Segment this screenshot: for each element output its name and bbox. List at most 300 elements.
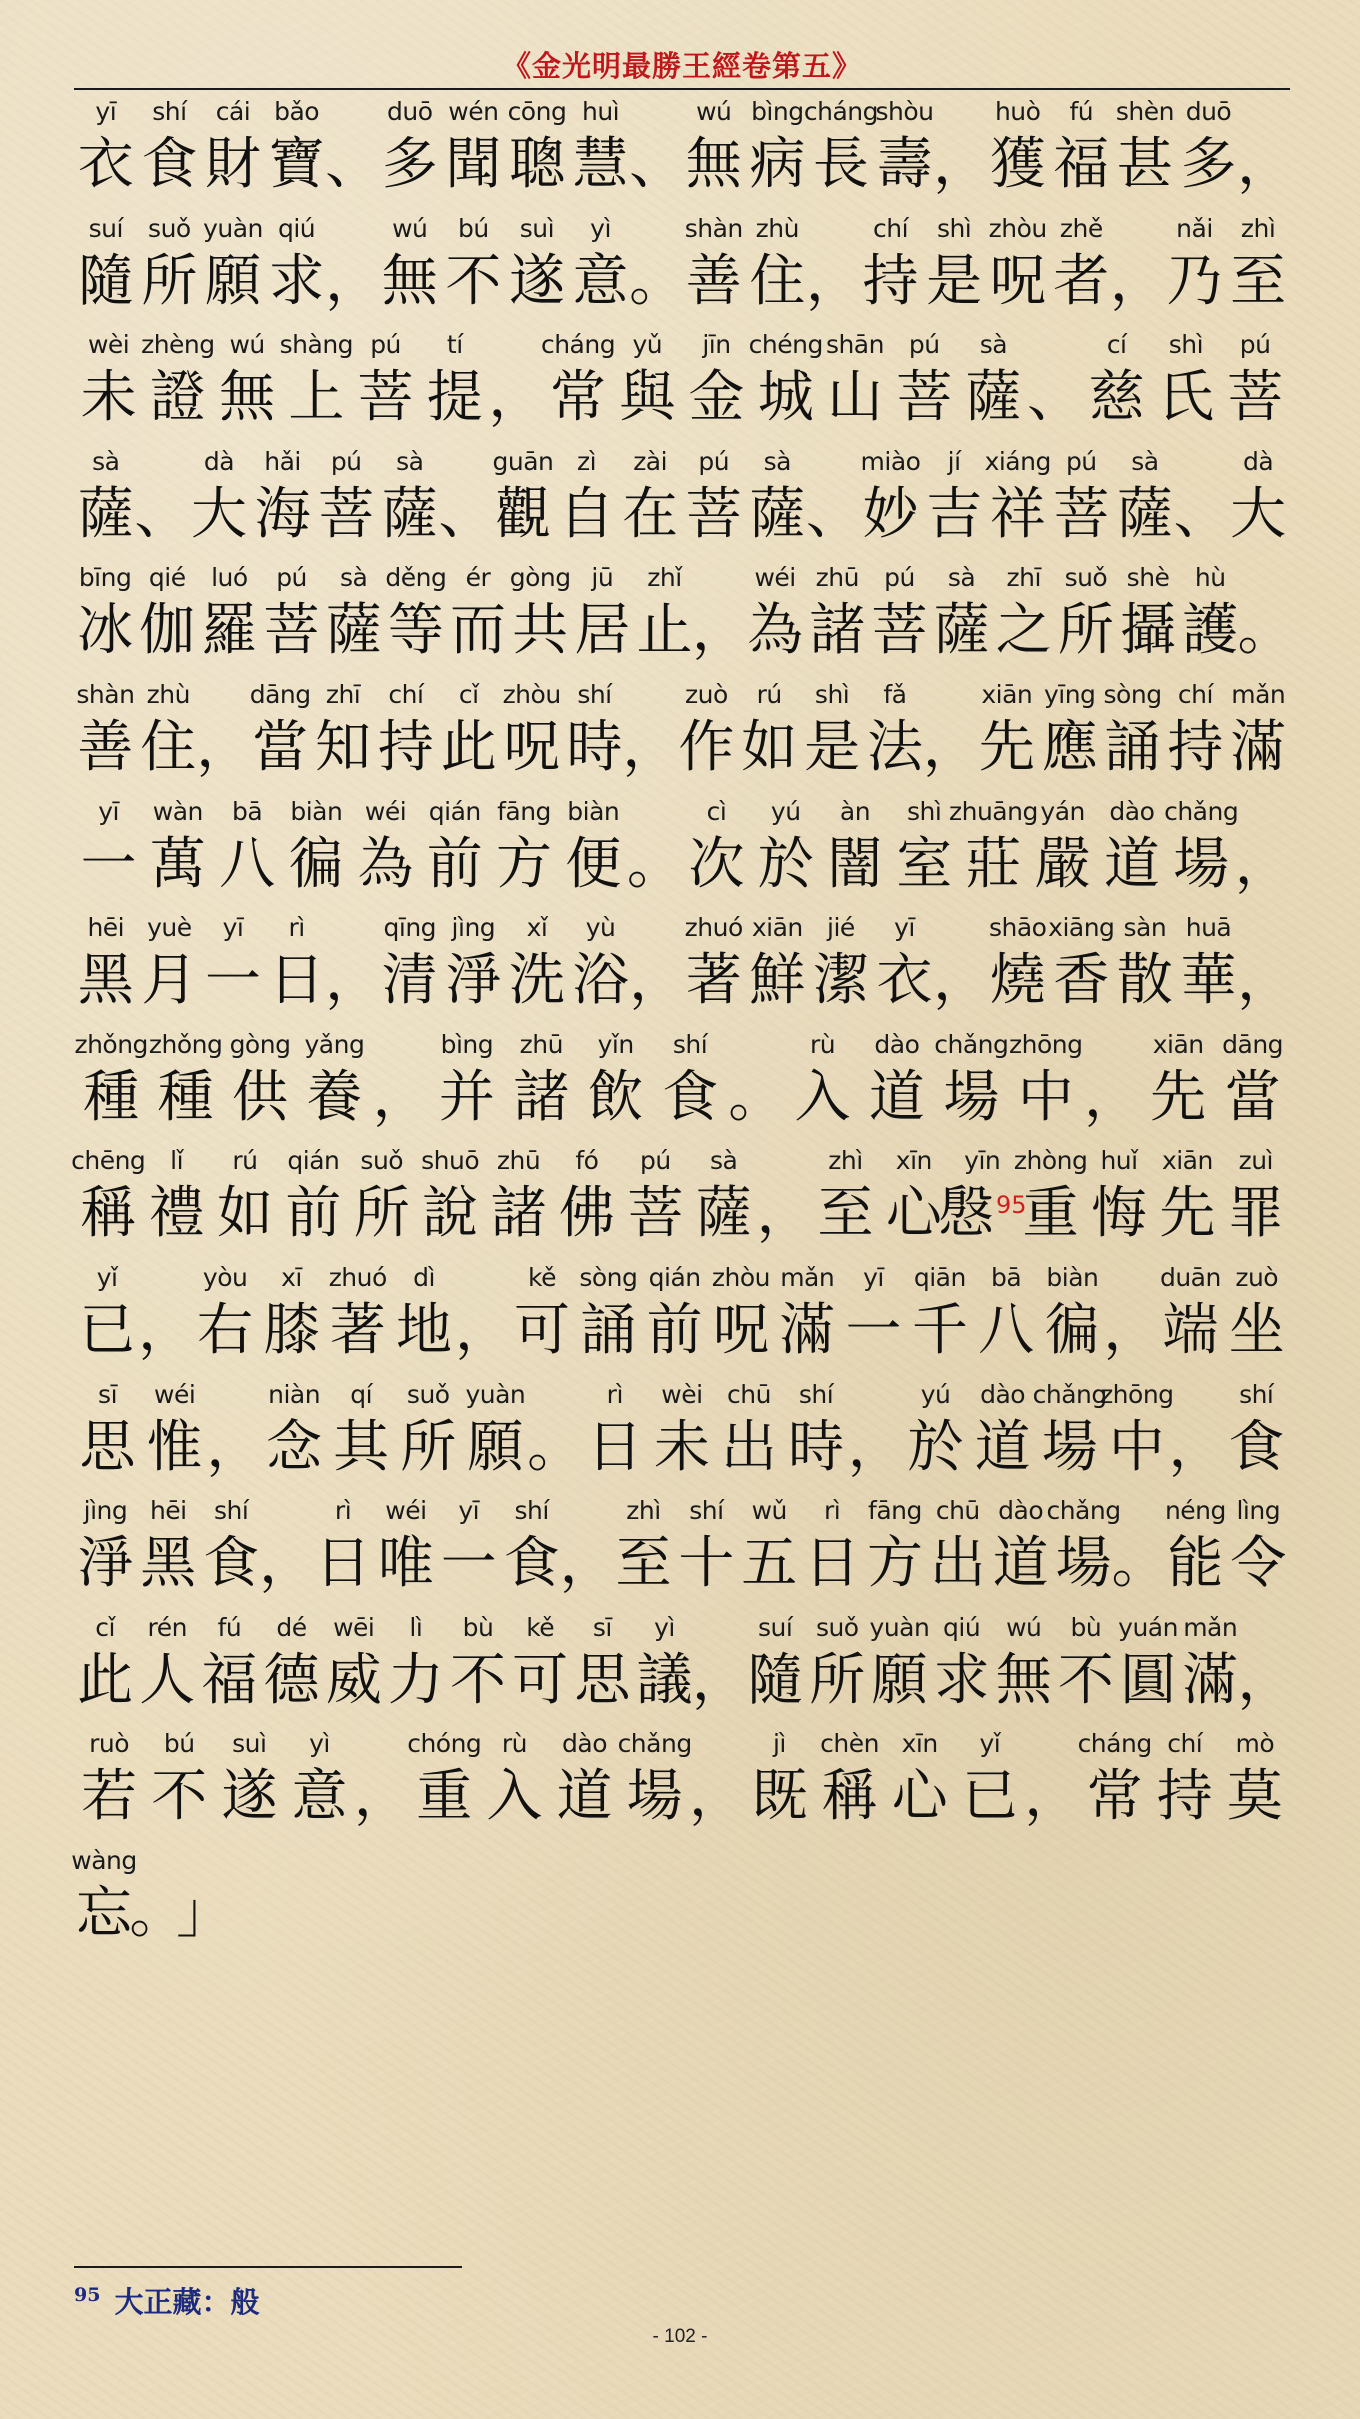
hanzi-text: 十	[678, 1531, 735, 1597]
pinyin: cōng	[507, 97, 567, 126]
hanzi-text: 持	[377, 714, 434, 780]
hanzi	[559, 482, 615, 548]
ruby-cell	[137, 1497, 200, 1597]
ruby-cell	[922, 215, 986, 315]
pinyin: shí	[672, 1029, 708, 1059]
ruby-cell	[407, 1729, 482, 1830]
pinyin: suǒ	[406, 1379, 450, 1409]
ruby-cell	[137, 681, 200, 781]
hanzi-text: 薩	[77, 481, 134, 547]
ruby-cell	[864, 681, 927, 781]
hanzi-text: 心	[885, 1181, 942, 1247]
hanzi-text: 護	[1182, 598, 1239, 664]
hanzi	[758, 365, 814, 431]
pinyin: suì	[232, 1729, 267, 1759]
ruby-cell	[758, 1147, 811, 1247]
ruby-cell	[1039, 1264, 1105, 1364]
pinyin: yán	[1040, 796, 1085, 826]
hanzi	[827, 365, 883, 431]
hanzi-text: 、	[325, 132, 382, 197]
hanzi	[627, 1764, 683, 1830]
hanzi	[636, 598, 692, 664]
pinyin: yǎng	[304, 1029, 365, 1059]
ruby-cell	[1109, 215, 1166, 315]
hanzi	[134, 482, 190, 548]
ruby-cell	[1236, 798, 1290, 898]
ruby-cell	[569, 215, 633, 315]
ruby-cell	[922, 681, 979, 781]
hanzi-text: 五	[741, 1531, 798, 1597]
hanzi	[259, 1531, 315, 1597]
pinyin: rù	[501, 1729, 527, 1759]
pinyin: xīn	[901, 1729, 938, 1759]
footnote-reference[interactable]: 95	[995, 1190, 1027, 1219]
text-line	[74, 1264, 1290, 1381]
pinyin: gòng	[229, 1029, 291, 1059]
hanzi	[203, 1531, 259, 1597]
hanzi	[358, 365, 414, 431]
pinyin: jié	[827, 913, 855, 943]
pinyin: yuàn	[869, 1612, 930, 1642]
hanzi-text: 遂	[508, 248, 565, 314]
pinyin: duō	[1185, 97, 1232, 126]
hanzi	[1053, 132, 1109, 198]
ruby-cell	[890, 331, 959, 431]
ruby-cell	[489, 798, 558, 898]
hanzi-text: 潔	[812, 948, 869, 1014]
pinyin: sòng	[579, 1262, 638, 1292]
hanzi	[354, 1764, 410, 1830]
hanzi	[509, 249, 565, 315]
hanzi	[747, 598, 803, 664]
hanzi-text: ，	[259, 1531, 316, 1597]
pinyin: jì	[772, 1729, 786, 1759]
hanzi	[325, 948, 381, 1014]
hanzi	[80, 1415, 136, 1481]
hanzi	[912, 1298, 968, 1364]
hanzi-text: ，	[1168, 1414, 1225, 1480]
hanzi	[1230, 249, 1286, 315]
hanzi-text: 菩	[1053, 481, 1110, 547]
hanzi-text: ，	[629, 948, 686, 1014]
pinyin: wú	[1006, 1612, 1042, 1642]
hanzi-text: 不	[1057, 1647, 1114, 1713]
footnote	[74, 2280, 259, 2321]
hanzi-text: 食	[141, 132, 198, 197]
pinyin: hēi	[149, 1496, 187, 1526]
hanzi	[81, 365, 137, 431]
ruby-cell	[312, 1497, 375, 1597]
pinyin: dào	[874, 1029, 920, 1059]
hanzi	[574, 598, 630, 664]
hanzi	[382, 132, 438, 198]
hanzi-text: 無	[685, 132, 742, 197]
ruby-cell	[933, 914, 990, 1014]
hanzi-text: 供	[232, 1064, 289, 1130]
hanzi	[264, 1648, 320, 1714]
hanzi	[574, 1648, 630, 1714]
hanzi	[975, 1415, 1031, 1481]
ruby-cell	[805, 448, 862, 548]
hanzi-text: 住	[140, 714, 197, 780]
hanzi	[696, 1181, 752, 1247]
hanzi-text: 場	[1055, 1531, 1112, 1597]
ruby-cell	[1097, 798, 1166, 898]
pinyin: sà	[92, 446, 120, 476]
pinyin: sà	[396, 446, 424, 476]
hanzi-text: 此	[77, 1647, 134, 1713]
hanzi	[688, 365, 744, 431]
ruby-cell	[986, 448, 1050, 548]
pinyin: zhù	[146, 679, 190, 709]
hanzi	[206, 1415, 262, 1481]
hanzi-text: 禮	[148, 1181, 205, 1247]
hanzi	[263, 1298, 319, 1364]
hanzi-text: 、	[1173, 481, 1230, 547]
pinyin: huò	[994, 97, 1041, 126]
hanzi-text: 隨	[77, 248, 134, 314]
hanzi-text: 膝	[263, 1297, 320, 1363]
pinyin: jìng	[451, 913, 496, 943]
hanzi	[232, 1065, 288, 1131]
hanzi	[926, 249, 982, 315]
hanzi	[1167, 715, 1223, 781]
ruby-cell	[1179, 564, 1241, 664]
hanzi-text: 所	[809, 1647, 866, 1713]
ruby-cell	[442, 914, 506, 1014]
hanzi	[557, 1764, 613, 1830]
hanzi-text: 如	[216, 1181, 273, 1247]
hanzi-text: 薩	[965, 365, 1022, 431]
ruby-cell	[455, 1264, 512, 1364]
ruby-cell	[801, 681, 864, 781]
ruby-cell	[969, 1381, 1036, 1481]
hanzi-text: 是	[804, 714, 861, 780]
pinyin: yǐ	[979, 1729, 1001, 1759]
pinyin: lì	[409, 1612, 423, 1642]
hanzi	[221, 1764, 277, 1830]
hanzi	[686, 249, 742, 315]
pinyin: zhuāng	[949, 796, 1038, 826]
pinyin: qián	[428, 796, 481, 826]
hanzi	[993, 1531, 1049, 1597]
hanzi	[848, 1415, 904, 1481]
ruby-cell	[420, 798, 489, 898]
hanzi	[809, 598, 865, 664]
pinyin: zhōng	[1008, 1029, 1083, 1059]
hanzi-text: ，	[1083, 1064, 1140, 1130]
pinyin: sī	[98, 1379, 118, 1409]
hanzi	[288, 832, 344, 898]
hanzi-text: ，	[933, 948, 990, 1014]
hanzi-text: 出	[720, 1414, 777, 1480]
pinyin: chí	[1177, 679, 1213, 709]
ruby-cell	[187, 448, 251, 548]
text-line	[74, 563, 1294, 681]
pinyin: sà	[710, 1146, 738, 1176]
ruby-cell	[1157, 1264, 1223, 1364]
hanzi-text: 場	[1173, 831, 1230, 897]
ruby-cell	[690, 1147, 758, 1247]
ruby-cell	[989, 1497, 1052, 1597]
pinyin: biàn	[567, 796, 620, 826]
pinyin: shí	[689, 1496, 724, 1526]
hanzi	[863, 249, 919, 315]
pinyin: shì	[936, 213, 972, 243]
hanzi-text: 重	[416, 1764, 473, 1830]
ruby-cell	[442, 98, 506, 198]
hanzi	[382, 249, 438, 315]
pinyin: bù	[462, 1612, 494, 1642]
ruby-cell	[708, 1264, 774, 1364]
ruby-cell	[612, 1497, 675, 1597]
hanzi	[863, 482, 919, 548]
pinyin: sà	[340, 563, 368, 593]
pinyin: pú	[698, 446, 730, 476]
hanzi-text: 說	[422, 1181, 479, 1247]
hanzi-text: 坐	[1228, 1297, 1285, 1363]
hanzi	[827, 832, 883, 898]
ruby-cell	[549, 1730, 619, 1830]
hanzi	[934, 1648, 990, 1714]
hanzi	[1150, 1065, 1206, 1131]
hanzi	[1225, 1065, 1281, 1131]
hanzi-text: 意	[291, 1764, 348, 1830]
pinyin: cháng	[540, 330, 616, 360]
hanzi	[149, 1181, 205, 1247]
ruby-cell	[74, 564, 136, 664]
ruby-cell	[934, 1031, 1008, 1131]
hanzi-text: 於	[907, 1414, 964, 1480]
hanzi	[439, 1065, 495, 1131]
ruby-cell	[328, 1381, 395, 1481]
hanzi	[269, 948, 325, 1014]
hanzi	[965, 365, 1021, 431]
ruby-cell	[922, 448, 986, 548]
hanzi-text: 城	[757, 365, 814, 431]
pinyin: fāng	[868, 1496, 922, 1526]
ruby-cell	[986, 215, 1050, 315]
ruby-cell	[682, 98, 746, 198]
hanzi	[580, 1298, 636, 1364]
pinyin: fǎ	[883, 679, 907, 709]
hanzi-text: 作	[678, 714, 735, 780]
hanzi-text: 所	[141, 248, 198, 314]
hanzi	[747, 1648, 803, 1714]
pinyin: shèn	[1115, 97, 1174, 126]
pinyin: dà	[1242, 446, 1274, 476]
ruby-cell	[144, 1730, 214, 1830]
hanzi	[438, 482, 494, 548]
pinyin: pú	[276, 563, 307, 593]
ruby-cell	[1153, 1147, 1221, 1247]
hanzi-text: 時	[788, 1414, 845, 1480]
pinyin: bìng	[440, 1029, 494, 1059]
hanzi-text: ，	[1103, 1297, 1160, 1363]
hanzi-text: 」	[176, 1880, 233, 1946]
hanzi-text: ，	[206, 1414, 263, 1480]
hanzi	[813, 132, 869, 198]
hanzi-text: 惟	[146, 1414, 203, 1480]
hanzi-text: 其	[333, 1414, 390, 1480]
pinyin: qiú	[277, 213, 316, 243]
hanzi	[509, 948, 565, 1014]
footnote-rule	[74, 2266, 462, 2268]
hanzi	[1182, 598, 1238, 664]
hanzi-text: 山	[826, 365, 883, 431]
pinyin: niàn	[268, 1379, 321, 1409]
ruby-cell	[682, 331, 751, 431]
hanzi-text: 在	[622, 481, 679, 547]
hanzi	[196, 715, 252, 781]
hanzi	[741, 1531, 797, 1597]
hanzi	[1105, 715, 1161, 781]
hanzi-text: 慈	[1088, 365, 1145, 431]
ruby-cell	[873, 98, 937, 198]
ruby-cell	[1220, 1730, 1290, 1830]
ruby-cell	[484, 1147, 552, 1247]
hanzi-text: 浴	[572, 948, 629, 1014]
hanzi	[205, 948, 261, 1014]
hanzi	[877, 948, 933, 1014]
ruby-cell	[571, 564, 633, 664]
hanzi	[1120, 1648, 1176, 1714]
ruby-cell	[1050, 215, 1114, 315]
hanzi-text: 悔	[1091, 1181, 1147, 1247]
pinyin: xiáng	[984, 446, 1051, 476]
pinyin: suǒ	[148, 213, 191, 243]
ruby-cell	[142, 1147, 210, 1247]
hanzi	[1227, 365, 1283, 431]
hanzi	[871, 1648, 927, 1714]
hanzi	[315, 715, 371, 781]
hanzi-text: 種	[83, 1064, 140, 1130]
ruby-cell	[738, 681, 801, 781]
hanzi-text: ，	[488, 365, 545, 431]
hanzi-text: 福	[1053, 132, 1110, 197]
ruby-cell	[1117, 564, 1179, 664]
hanzi-text: 持	[862, 248, 919, 314]
ruby-cell	[509, 1614, 571, 1714]
text-line	[74, 448, 1290, 565]
hanzi	[616, 1531, 672, 1597]
hanzi	[846, 1298, 902, 1364]
ruby-cell	[265, 215, 329, 315]
hanzi-text: 右	[197, 1297, 254, 1363]
pinyin: cháng	[1077, 1729, 1152, 1759]
hanzi	[1230, 482, 1286, 548]
hanzi	[1109, 1415, 1165, 1481]
text-line	[74, 798, 1290, 915]
hanzi	[565, 832, 621, 898]
hanzi-text: 寶	[268, 132, 325, 197]
pinyin: biàn	[1046, 1262, 1099, 1292]
pinyin: zhèng	[141, 330, 215, 360]
ruby-cell	[691, 1614, 748, 1714]
pinyin: wéi	[154, 1379, 196, 1409]
pinyin: qiān	[913, 1262, 966, 1292]
pinyin: miào	[860, 446, 921, 476]
pinyin: bú	[458, 213, 489, 243]
hanzi-text: 中	[1017, 1064, 1074, 1130]
hanzi	[1238, 1648, 1294, 1714]
pinyin: zhōng	[1100, 1379, 1174, 1409]
hanzi	[896, 832, 952, 898]
ruby-cell	[748, 330, 823, 431]
ruby-cell	[617, 1729, 692, 1830]
pinyin: mǎn	[1183, 1612, 1238, 1642]
hanzi-text: 稱	[821, 1764, 878, 1830]
pinyin: yú	[920, 1379, 951, 1409]
hanzi	[285, 1181, 341, 1247]
ruby-cell	[192, 1264, 258, 1364]
pinyin: yòu	[202, 1262, 248, 1292]
hanzi	[330, 1298, 386, 1364]
hanzi	[926, 482, 982, 548]
hanzi-text: 菩	[318, 481, 375, 547]
hanzi	[757, 1181, 813, 1247]
hanzi-text: 道	[974, 1414, 1031, 1480]
ruby-cell	[801, 1497, 864, 1597]
hanzi-text: 當	[252, 714, 309, 780]
pinyin: chēng	[71, 1146, 146, 1176]
scripture-text	[71, 97, 1294, 1964]
hanzi-text: 思	[79, 1414, 136, 1480]
hanzi	[77, 598, 133, 664]
ruby-cell	[738, 1497, 801, 1597]
hanzi	[358, 832, 414, 898]
hanzi-text: 不	[151, 1764, 208, 1830]
hanzi	[809, 1648, 865, 1714]
hanzi	[288, 365, 344, 431]
hanzi	[77, 1648, 133, 1714]
hanzi-text: 方	[496, 831, 553, 897]
hanzi	[627, 832, 683, 898]
hanzi-text: 日	[586, 1414, 643, 1480]
hanzi-text: 冰	[77, 598, 134, 664]
hanzi	[378, 1531, 434, 1597]
hanzi-text: 并	[438, 1064, 495, 1130]
hanzi	[427, 832, 483, 898]
hanzi	[869, 1065, 925, 1131]
hanzi-text: 著	[329, 1297, 386, 1363]
hanzi	[138, 1298, 194, 1364]
hanzi	[896, 365, 952, 431]
pinyin: yǐ	[96, 1262, 118, 1292]
hanzi	[566, 715, 622, 781]
footnote-number: 95	[74, 2284, 101, 2307]
pinyin: yǐn	[597, 1029, 634, 1059]
pinyin: qiú	[943, 1612, 981, 1642]
hanzi	[219, 832, 275, 898]
hanzi	[325, 132, 381, 198]
pinyin: pú	[908, 330, 940, 360]
hanzi-text: 食	[503, 1531, 560, 1597]
hanzi	[990, 249, 1046, 315]
pinyin: zhě	[1059, 213, 1103, 243]
hanzi-text: 食	[203, 1531, 260, 1597]
pinyin: wú	[392, 213, 428, 243]
hanzi	[81, 1764, 137, 1830]
hanzi	[1056, 1531, 1112, 1597]
pinyin: shí	[1239, 1379, 1274, 1409]
ruby-cell	[141, 330, 215, 431]
hanzi-text: 慧	[572, 132, 629, 197]
hanzi-text: 、	[134, 481, 191, 547]
hanzi-text: 唯	[377, 1531, 434, 1597]
pinyin: yī	[98, 796, 119, 826]
hanzi	[1089, 365, 1145, 431]
